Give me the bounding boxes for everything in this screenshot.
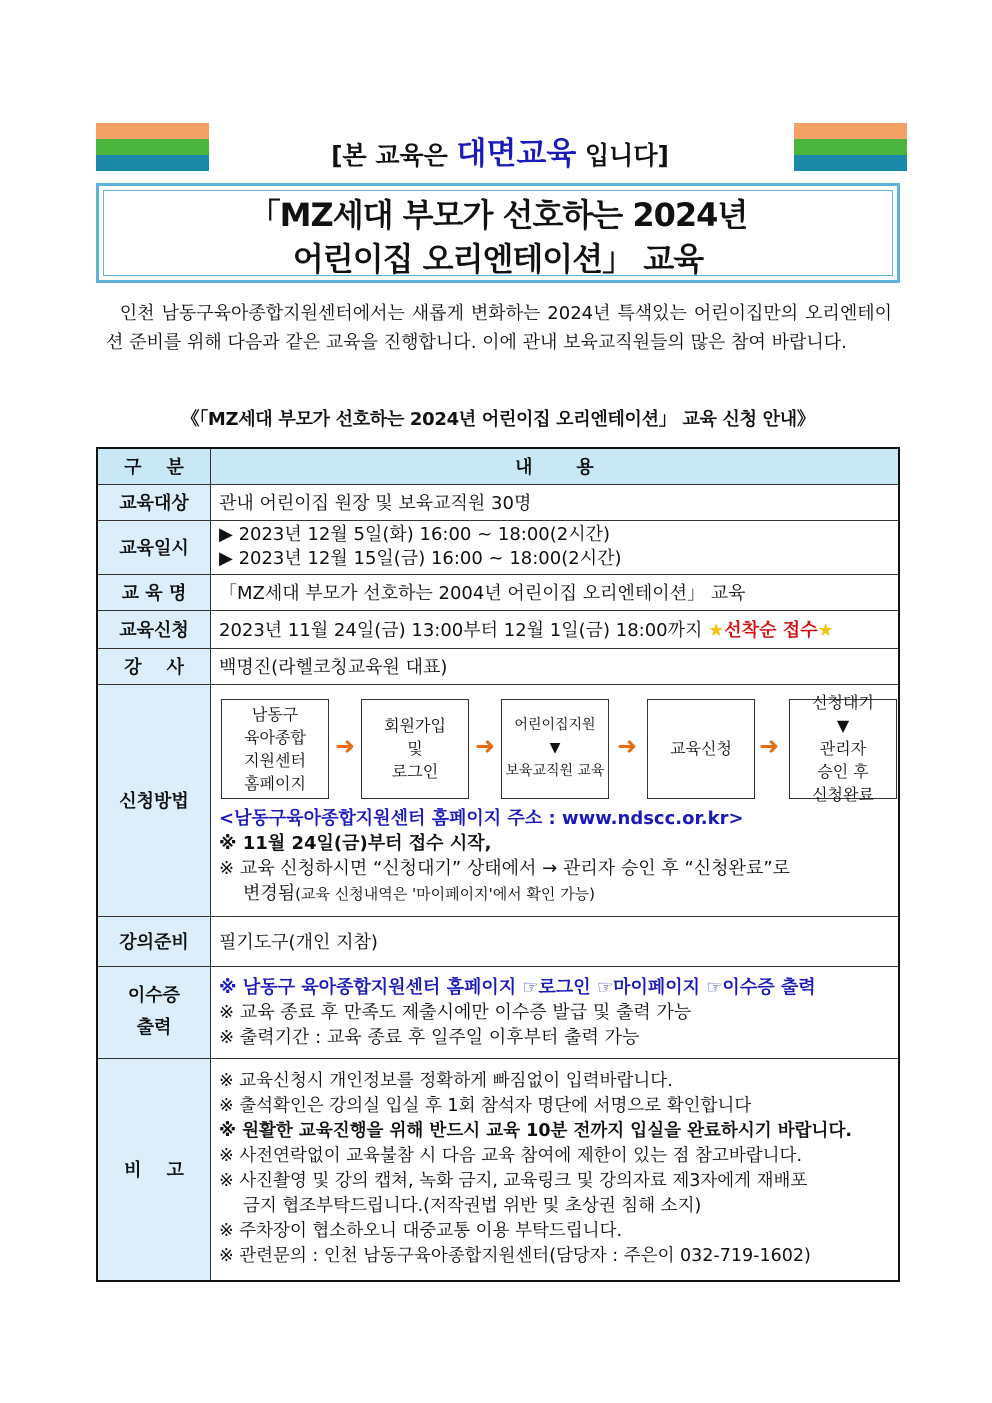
website-link[interactable]: <남동구육아종합지원센터 홈페이지 주소 : www.ndscc.or.kr>: [219, 807, 744, 829]
value-remarks: [211, 1058, 900, 1281]
page-title-line2: 어린이집 오리엔테이션」 교육: [292, 240, 704, 278]
remark-line: 금지 협조부탁드립니다.(저작권법 위반 및 초상권 침해 소지): [243, 1196, 702, 1217]
application-flow: [219, 688, 890, 806]
star-icon: ★: [817, 620, 834, 641]
row-application: [97, 610, 899, 648]
title-box: [96, 183, 900, 283]
value-target: 관내 어린이집 원장 및 보육교직원 30명: [211, 484, 900, 520]
certificate-note: ※ 출력기간 : 교육 종료 후 일주일 이후부터 출력 가능: [219, 1026, 640, 1048]
arrow-right-icon: ➜: [759, 731, 780, 760]
value-application: 2023년 11월 24일(금) 13:00부터 12월 1일(금) 18:00까지 ★선착순 접수★: [211, 610, 900, 648]
flow-step: 남동구 육아종합 지원센터 홈페이지: [221, 699, 329, 799]
remark-line: ※ 사전연락없이 교육불참 시 다음 교육 참여에 제한이 있는 점 참고바랍니다.: [219, 1146, 803, 1167]
value-dates: [211, 520, 900, 574]
label-instructor: 강 사: [97, 648, 211, 684]
value-instructor: 백명진(라헬코칭교육원 대표): [211, 648, 900, 684]
label-target: 교육대상: [97, 484, 211, 520]
decor-stripes-right: [794, 123, 907, 171]
row-certificate: [97, 966, 899, 1058]
certificate-note: ※ 교육 종료 후 만족도 제출시에만 이수증 발급 및 출력 가능: [219, 1001, 692, 1023]
value-name: 「MZ세대 부모가 선호하는 2004년 어린이집 오리엔테이션」 교육: [211, 574, 900, 610]
remark-line: ※ 원활한 교육진행을 위해 반드시 교육 10분 전까지 입실을 완료하시기 바랍니다.: [219, 1121, 852, 1142]
method-note: ※ 교육 신청하시면 “신청대기” 상태에서 → 관리자 승인 후 “신청완료”로: [219, 857, 791, 879]
remark-line: ※ 교육신청시 개인정보를 정확하게 빠짐없이 입력바랍니다.: [219, 1071, 673, 1092]
intro-paragraph: 인천 남동구육아종합지원센터에서는 새롭게 변화하는 2024년 특색있는 어린이집만의 오리엔테이션 준비를 위해 다음과 같은 교육을 진행합니다. 이에 관내 보육교직원들의 많은 참여 바랍니다.: [106, 303, 892, 353]
method-note: ※ 11월 24일(금)부터 접수 시작,: [219, 832, 492, 854]
info-table: [96, 447, 900, 1282]
label-name: 교 육 명: [97, 574, 211, 610]
date-item: ▶ 2023년 12월 15일(금) 16:00 ~ 18:00(2시간): [219, 548, 622, 569]
row-target: [97, 484, 899, 520]
value-method: [211, 684, 900, 916]
value-prep: 필기도구(개인 지참): [211, 916, 900, 966]
flow-step: 회원가입 및 로그인: [361, 699, 469, 799]
header-label: 구 분: [97, 448, 211, 484]
row-method: [97, 684, 899, 916]
arrow-right-icon: ➜: [617, 731, 638, 760]
label-method: 신청방법: [97, 684, 211, 916]
date-item: ▶ 2023년 12월 5일(화) 16:00 ~ 18:00(2시간): [219, 524, 611, 545]
page-title-line1: 「MZ세대 부모가 선호하는 2024년: [248, 196, 748, 234]
table-heading: 《「MZ세대 부모가 선호하는 2024년 어린이집 오리엔테이션」 교육 신청 안내》: [181, 409, 815, 430]
first-come-badge: 선착순 접수: [724, 620, 818, 641]
row-instructor: [97, 648, 899, 684]
flow-step: 신청대기 ▼ 관리자 승인 후 신청완료: [789, 699, 897, 799]
row-name: [97, 574, 899, 610]
flow-step: 교육신청: [647, 699, 755, 799]
format-notice: [본 교육은 대면교육 입니다]: [331, 136, 669, 172]
arrow-right-icon: ➜: [475, 731, 496, 760]
remark-line: ※ 사진촬영 및 강의 캡쳐, 녹화 금지, 교육링크 및 강의자료 제3자에게 재배포: [219, 1171, 808, 1192]
remark-line: ※ 출석확인은 강의실 입실 후 1회 참석자 명단에 서명으로 확인합니다: [219, 1096, 752, 1117]
star-icon: ★: [708, 620, 725, 641]
label-dates: 교육일시: [97, 520, 211, 574]
label-remarks: 비 고: [97, 1058, 211, 1281]
row-remarks: [97, 1058, 899, 1281]
format-highlight: 대면교육: [456, 136, 577, 172]
table-header-row: [97, 448, 899, 484]
row-prep: [97, 916, 899, 966]
header-content: 내 용: [211, 448, 900, 484]
remark-line: ※ 주차장이 협소하오니 대중교통 이용 부탁드립니다.: [219, 1221, 623, 1242]
certificate-note: ※ 남동구 육아종합지원센터 홈페이지 ☞로그인 ☞마이페이지 ☞이수증 출력: [219, 976, 816, 998]
value-certificate: [211, 966, 900, 1058]
label-certificate: 이수증 출력: [97, 966, 211, 1058]
label-prep: 강의준비: [97, 916, 211, 966]
method-note: 변경됨(교육 신청내역은 '마이페이지'에서 확인 가능): [243, 882, 596, 904]
flow-step: 어린이집지원 ▼ 보육교직원 교육: [501, 699, 609, 799]
remark-line: ※ 관련문의 : 인천 남동구육아종합지원센터(담당자 : 주은이 032-719-1602): [219, 1246, 811, 1267]
row-dates: [97, 520, 899, 574]
arrow-right-icon: ➜: [335, 731, 356, 760]
decor-stripes-left: [96, 123, 209, 171]
label-application: 교육신청: [97, 610, 211, 648]
